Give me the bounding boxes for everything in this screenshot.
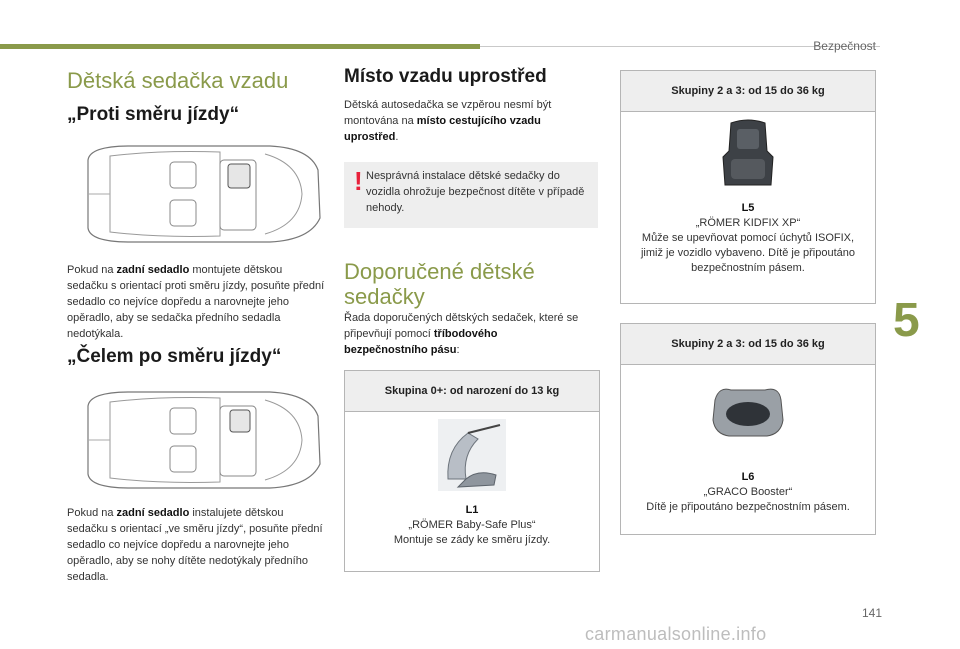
header-accent-bar [0,44,480,49]
recommended-text-post: : [456,344,460,356]
seat-card-body [345,503,599,548]
seat-code: L5 [741,202,755,214]
chapter-number: 5 [893,294,920,347]
seat-card-group: Skupiny 2 a 3: od 15 do 36 kg [621,324,875,365]
seat-name: „GRACO Booster“ [703,486,793,498]
seat-card-l1 [344,370,600,572]
seat-card-body [621,201,875,276]
seat-card-group: Skupiny 2 a 3: od 15 do 36 kg [621,71,875,112]
forward-facing-heading: „Čelem po směru jízdy“ [67,346,282,367]
rear-facing-text-pre: Pokud na [67,264,117,276]
rear-middle-text-bold: místo cestujícího vzadu uprostřed [344,115,541,143]
recommended-text-bold: tříbodového bezpečnostního pásu [344,328,498,356]
forward-facing-text-bold: zadní sedadlo [116,507,190,519]
recommended-text [344,310,584,358]
rear-facing-text [67,262,325,342]
rear-middle-heading: Místo vzadu uprostřed [344,66,547,87]
rear-facing-text-post: montujete dětskou sedačku s orientací proti směru jízdy, posuňte přední sedadlo co nejvíce dopředu a narovnejte jeho opěradlo, aby se sedačka předního sedadla nedotýkala. [67,264,325,340]
rear-facing-text-bold: zadní sedadlo [116,264,190,276]
seat-code: L1 [465,504,479,516]
car-rear-facing-illustration [70,140,325,248]
seat-code: L6 [741,471,755,483]
booster-seat-highback-icon [717,117,779,189]
rear-middle-text-pre: Dětská autosedačka se vzpěrou nesmí být montována na [344,99,552,127]
page-number: 141 [861,606,882,620]
warning-icon: ! [354,166,363,196]
seat-card-body [621,470,875,515]
rear-facing-heading: „Proti směru jízdy“ [67,104,240,125]
seat-note: Dítě je připoutáno bezpečnostním pásem. [646,501,850,513]
seat-note: Montuje se zády ke směru jízdy. [393,534,551,546]
seat-note: Může se upevňovat pomocí úchytů ISOFIX, jimiž je vozidlo vybaveno. Dítě je připoutáno bezpečnostním pásem. [640,232,855,274]
warning-box [344,162,598,228]
recommended-text-pre: Řada doporučených dětských sedaček, které se připevňují pomocí [344,312,579,340]
section-label: Bezpečnost [813,39,876,53]
seat-card-l5 [620,70,876,304]
warning-text: Nesprávná instalace dětské sedačky do vozidla ohrožuje bezpečnost dítěte v případě nehody. [366,170,585,214]
car-forward-facing-illustration [70,386,325,494]
seat-name: „RÖMER KIDFIX XP“ [695,217,801,229]
forward-facing-text-post: instalujete dětskou sedačku s orientací „ve směru jízdy“, posuňte přední sedadlo co nejvíce dopředu a narovnejte jeho opěradlo, aby se nohy dítěte nedotýkaly předního sedadla. [67,507,323,583]
baby-carrier-icon [438,419,506,491]
seat-card-group: Skupina 0+: od narození do 13 kg [345,371,599,412]
forward-facing-text-pre: Pokud na [67,507,117,519]
rear-middle-text [344,97,584,145]
seat-card-l6 [620,323,876,535]
booster-cushion-icon [709,380,787,440]
recommended-title: Doporučené dětské sedačky [344,259,535,309]
forward-facing-text [67,505,325,585]
watermark: carmanualsonline.info [585,624,767,644]
rear-middle-text-post: . [395,131,399,143]
section-title: Dětská sedačka vzadu [67,68,289,93]
seat-name: „RÖMER Baby-Safe Plus“ [408,519,536,531]
